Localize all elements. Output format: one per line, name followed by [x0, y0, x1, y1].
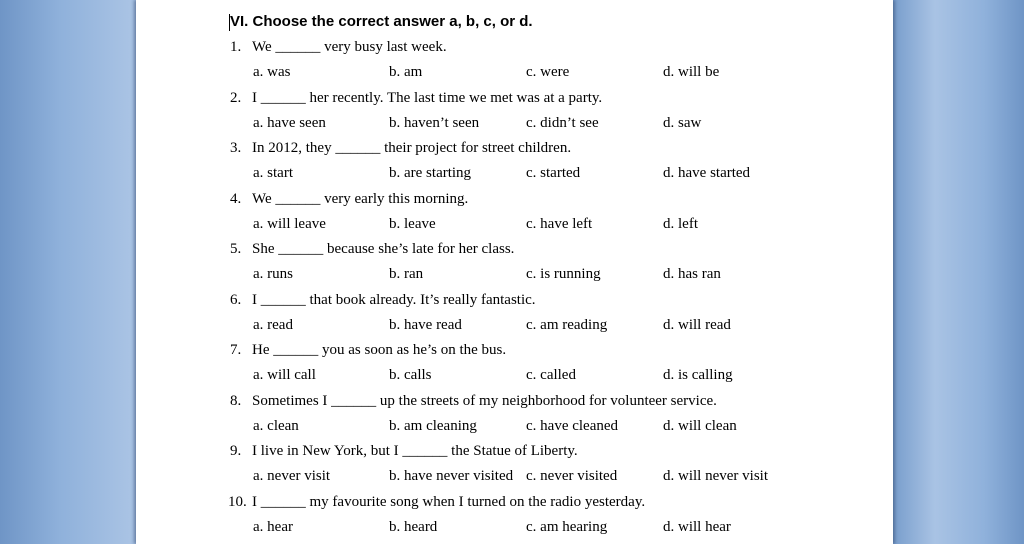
answer-option-c: c. have left — [526, 215, 593, 232]
answer-option-b: b. am cleaning — [389, 417, 477, 434]
answer-option-c: c. am hearing — [526, 518, 608, 535]
answer-option-b: b. am — [389, 64, 423, 80]
question-text: I ______ her recently. The last time we met was at a party. — [252, 89, 603, 106]
question-text: We ______ very early this morning. — [252, 190, 469, 207]
answer-option-a: a. hear — [253, 518, 293, 535]
answer-option-d: d. will hear — [663, 518, 731, 535]
answer-option-d: d. saw — [663, 114, 702, 131]
question-number: 1. — [230, 39, 242, 55]
answer-option-a: a. have seen — [253, 114, 326, 131]
question-number: 6. — [230, 291, 242, 308]
answer-option-b: b. leave — [389, 215, 436, 232]
answer-option-a: a. clean — [253, 417, 299, 434]
document-page[interactable] — [136, 0, 893, 544]
answer-option-c: c. were — [526, 64, 570, 80]
question-text: She ______ because she’s late for her class. — [252, 241, 515, 257]
answer-option-a: a. will leave — [253, 215, 326, 232]
answer-option-c: c. am reading — [526, 316, 608, 333]
question-text: I ______ that book already. It’s really fantastic. — [252, 291, 536, 308]
question-text: In 2012, they ______ their project for street children. — [252, 140, 572, 156]
question-text: I live in New York, but I ______ the Statue of Liberty. — [252, 443, 578, 459]
question-text: I ______ my favourite song when I turned on the radio yesterday. — [252, 493, 646, 510]
answer-option-c: c. started — [526, 165, 581, 181]
answer-option-a: a. never visit — [253, 468, 331, 484]
question-text: Sometimes I ______ up the streets of my neighborhood for volunteer service. — [252, 392, 717, 409]
answer-option-b: b. ran — [389, 266, 424, 282]
answer-option-c: c. didn’t see — [526, 114, 599, 131]
answer-option-b: b. calls — [389, 367, 432, 383]
answer-option-d: d. have started — [663, 165, 751, 181]
question-number: 7. — [230, 342, 242, 358]
answer-option-d: d. will clean — [663, 417, 737, 434]
question-text: We ______ very busy last week. — [252, 39, 447, 55]
answer-option-a: a. start — [253, 165, 293, 181]
answer-option-c: c. is running — [526, 266, 601, 282]
answer-option-a: a. read — [253, 316, 293, 333]
question-number: 5. — [230, 241, 242, 257]
answer-option-b: b. heard — [389, 518, 438, 535]
answer-option-d: d. will read — [663, 316, 731, 333]
window-background-right — [895, 0, 1024, 544]
answer-option-d: d. will never visit — [663, 468, 768, 484]
answer-option-d: d. has ran — [663, 266, 721, 282]
answer-option-b: b. haven’t seen — [389, 114, 480, 131]
answer-option-c: c. never visited — [526, 468, 618, 484]
question-number: 9. — [230, 443, 242, 459]
answer-option-b: b. are starting — [389, 165, 472, 181]
question-number: 4. — [230, 190, 242, 207]
exercise-heading: VI. Choose the correct answer a, b, c, or d. — [230, 13, 533, 30]
answer-option-d: d. left — [663, 215, 698, 232]
answer-option-d: d. is calling — [663, 367, 733, 383]
question-number: 10. — [228, 493, 247, 510]
question-text: He ______ you as soon as he’s on the bus. — [252, 342, 507, 358]
question-number: 2. — [230, 89, 242, 106]
answer-option-b: b. have never visited — [389, 468, 514, 484]
question-number: 8. — [230, 392, 242, 409]
question-number: 3. — [230, 140, 242, 156]
answer-option-a: a. will call — [253, 367, 316, 383]
answer-option-b: b. have read — [389, 316, 462, 333]
answer-option-c: c. called — [526, 367, 576, 383]
answer-option-d: d. will be — [663, 64, 720, 80]
answer-option-a: a. was — [253, 64, 291, 80]
answer-option-c: c. have cleaned — [526, 417, 619, 434]
answer-option-a: a. runs — [253, 266, 293, 282]
